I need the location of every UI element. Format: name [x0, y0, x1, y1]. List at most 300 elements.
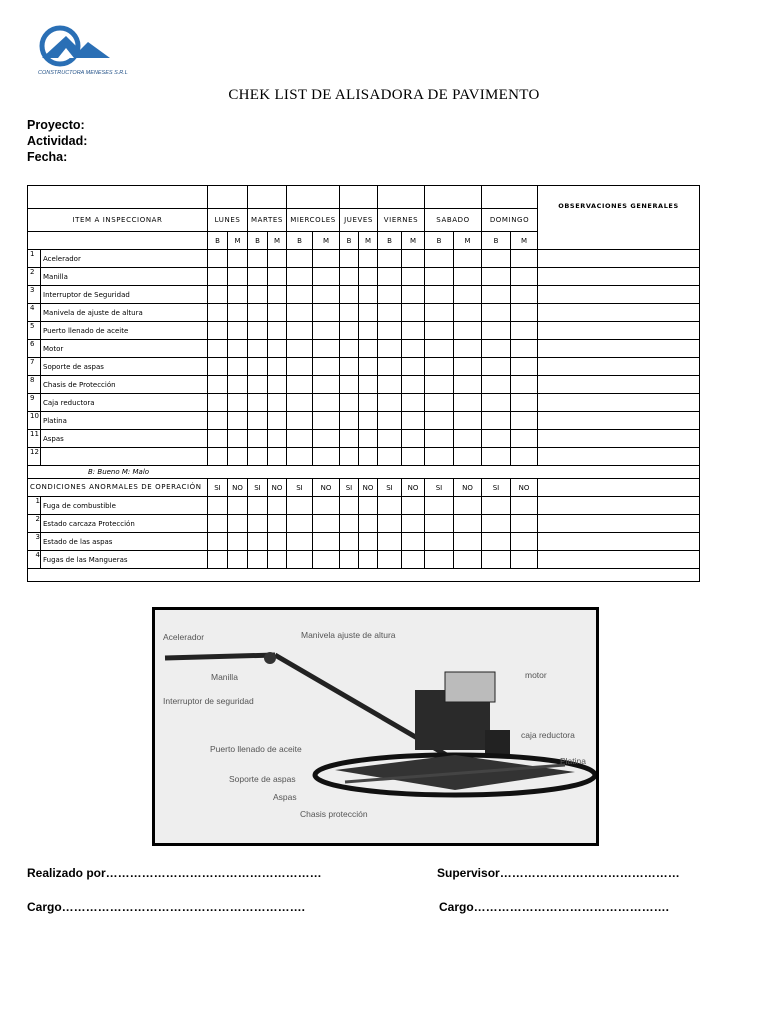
check-cell[interactable]: [454, 551, 482, 569]
check-cell[interactable]: [268, 340, 287, 358]
legend: B: Bueno M: Malo: [28, 466, 700, 479]
check-cell[interactable]: [359, 304, 378, 322]
item-label: Aspas: [41, 430, 208, 448]
observation-cell[interactable]: [538, 250, 700, 268]
check-cell[interactable]: [228, 268, 248, 286]
check-cell[interactable]: [454, 533, 482, 551]
label-platina: Platina: [560, 756, 586, 766]
si-header: SI: [378, 479, 402, 497]
field-proyecto: Proyecto:: [27, 118, 85, 132]
check-cell[interactable]: [208, 322, 228, 340]
item-row: [28, 304, 700, 322]
check-cell[interactable]: [268, 358, 287, 376]
check-cell[interactable]: [313, 551, 340, 569]
check-cell[interactable]: [268, 304, 287, 322]
check-cell[interactable]: [287, 340, 313, 358]
header-top-day: [482, 186, 538, 209]
check-cell[interactable]: [340, 412, 359, 430]
no-header: NO: [228, 479, 248, 497]
check-cell[interactable]: [340, 533, 359, 551]
check-cell[interactable]: [313, 533, 340, 551]
no-header: NO: [313, 479, 340, 497]
check-cell[interactable]: [228, 340, 248, 358]
si-header: SI: [340, 479, 359, 497]
check-cell[interactable]: [228, 430, 248, 448]
check-cell[interactable]: [425, 533, 454, 551]
check-cell[interactable]: [287, 304, 313, 322]
check-cell[interactable]: [287, 497, 313, 515]
check-cell[interactable]: [425, 551, 454, 569]
check-cell[interactable]: [359, 430, 378, 448]
check-cell[interactable]: [378, 515, 402, 533]
check-cell[interactable]: [313, 250, 340, 268]
bm-header-b: B: [378, 232, 402, 250]
day-header: DOMINGO: [482, 209, 538, 232]
check-cell[interactable]: [248, 304, 268, 322]
check-cell[interactable]: [482, 304, 511, 322]
check-cell[interactable]: [208, 340, 228, 358]
check-cell[interactable]: [268, 322, 287, 340]
label-motor: motor: [525, 670, 547, 680]
check-cell[interactable]: [482, 412, 511, 430]
check-cell[interactable]: [454, 430, 482, 448]
legend-row: [28, 466, 700, 479]
check-cell[interactable]: [287, 551, 313, 569]
check-cell[interactable]: [340, 515, 359, 533]
check-cell[interactable]: [248, 286, 268, 304]
observation-cell[interactable]: [538, 448, 700, 466]
observation-cell[interactable]: [538, 497, 700, 515]
check-cell[interactable]: [454, 358, 482, 376]
si-header: SI: [425, 479, 454, 497]
footer-row: [28, 569, 700, 582]
check-cell[interactable]: [208, 376, 228, 394]
check-cell[interactable]: [228, 533, 248, 551]
check-cell[interactable]: [228, 358, 248, 376]
check-cell[interactable]: [359, 497, 378, 515]
check-cell[interactable]: [313, 376, 340, 394]
check-cell[interactable]: [268, 286, 287, 304]
check-cell[interactable]: [359, 394, 378, 412]
check-cell[interactable]: [402, 497, 425, 515]
check-cell[interactable]: [378, 304, 402, 322]
check-cell[interactable]: [425, 268, 454, 286]
item-label: [41, 448, 208, 466]
machine-photo: [152, 607, 599, 846]
cargo-right-line: Cargo………………………………………….: [439, 900, 670, 914]
day-header: MIERCOLES: [287, 209, 340, 232]
check-cell[interactable]: [340, 430, 359, 448]
supervisor-line: Supervisor………………………………………: [437, 866, 680, 880]
check-cell[interactable]: [313, 322, 340, 340]
check-cell[interactable]: [425, 448, 454, 466]
check-cell[interactable]: [359, 551, 378, 569]
check-cell[interactable]: [208, 551, 228, 569]
check-cell[interactable]: [248, 551, 268, 569]
observation-cell[interactable]: [538, 340, 700, 358]
check-cell[interactable]: [402, 304, 425, 322]
check-cell[interactable]: [228, 304, 248, 322]
item-row: [28, 358, 700, 376]
label-caja-reductora: caja reductora: [521, 730, 575, 740]
check-cell[interactable]: [402, 376, 425, 394]
check-cell[interactable]: [248, 515, 268, 533]
check-cell[interactable]: [511, 286, 538, 304]
check-cell[interactable]: [340, 376, 359, 394]
check-cell[interactable]: [287, 268, 313, 286]
check-cell[interactable]: [268, 497, 287, 515]
check-cell[interactable]: [248, 412, 268, 430]
check-cell[interactable]: [313, 340, 340, 358]
check-cell[interactable]: [287, 412, 313, 430]
check-cell[interactable]: [287, 533, 313, 551]
check-cell[interactable]: [359, 268, 378, 286]
check-cell[interactable]: [511, 430, 538, 448]
check-cell[interactable]: [248, 430, 268, 448]
check-cell[interactable]: [511, 304, 538, 322]
check-cell[interactable]: [313, 286, 340, 304]
check-cell[interactable]: [208, 250, 228, 268]
check-cell[interactable]: [425, 412, 454, 430]
check-cell[interactable]: [228, 448, 248, 466]
check-cell[interactable]: [313, 515, 340, 533]
check-cell[interactable]: [268, 250, 287, 268]
checklist-table: [27, 185, 700, 582]
check-cell[interactable]: [340, 286, 359, 304]
check-cell[interactable]: [359, 515, 378, 533]
check-cell[interactable]: [359, 340, 378, 358]
check-cell[interactable]: [402, 250, 425, 268]
check-cell[interactable]: [340, 340, 359, 358]
check-cell[interactable]: [454, 515, 482, 533]
observation-cell[interactable]: [538, 268, 700, 286]
check-cell[interactable]: [208, 286, 228, 304]
check-cell[interactable]: [511, 322, 538, 340]
check-cell[interactable]: [402, 448, 425, 466]
check-cell[interactable]: [402, 551, 425, 569]
check-cell[interactable]: [425, 394, 454, 412]
check-cell[interactable]: [511, 340, 538, 358]
item-row: [28, 322, 700, 340]
company-name: CONSTRUCTORA MENESES S.R.L: [38, 70, 128, 76]
check-cell[interactable]: [482, 376, 511, 394]
check-cell[interactable]: [340, 358, 359, 376]
check-cell[interactable]: [208, 412, 228, 430]
check-cell[interactable]: [482, 268, 511, 286]
check-cell[interactable]: [248, 358, 268, 376]
check-cell[interactable]: [482, 430, 511, 448]
observation-cell[interactable]: [538, 515, 700, 533]
check-cell[interactable]: [378, 394, 402, 412]
check-cell[interactable]: [425, 376, 454, 394]
check-cell[interactable]: [208, 358, 228, 376]
check-cell[interactable]: [340, 268, 359, 286]
observation-cell[interactable]: [538, 358, 700, 376]
check-cell[interactable]: [287, 394, 313, 412]
check-cell[interactable]: [482, 497, 511, 515]
check-cell[interactable]: [454, 394, 482, 412]
observation-cell[interactable]: [538, 430, 700, 448]
check-cell[interactable]: [402, 430, 425, 448]
check-cell[interactable]: [287, 376, 313, 394]
check-cell[interactable]: [402, 394, 425, 412]
observation-cell[interactable]: [538, 286, 700, 304]
item-label: Interruptor de Seguridad: [41, 286, 208, 304]
check-cell[interactable]: [511, 497, 538, 515]
bm-header-m: M: [454, 232, 482, 250]
check-cell[interactable]: [359, 250, 378, 268]
check-cell[interactable]: [378, 340, 402, 358]
day-header: VIERNES: [378, 209, 425, 232]
check-cell[interactable]: [228, 250, 248, 268]
check-cell[interactable]: [402, 515, 425, 533]
check-cell[interactable]: [208, 268, 228, 286]
field-actividad: Actividad:: [27, 134, 88, 148]
check-cell[interactable]: [228, 286, 248, 304]
check-cell[interactable]: [208, 533, 228, 551]
check-cell[interactable]: [425, 497, 454, 515]
bm-header-b: B: [287, 232, 313, 250]
check-cell[interactable]: [378, 322, 402, 340]
item-label: Chasis de Protección: [41, 376, 208, 394]
day-header: SABADO: [425, 209, 482, 232]
check-cell[interactable]: [287, 250, 313, 268]
check-cell[interactable]: [511, 376, 538, 394]
check-cell[interactable]: [454, 448, 482, 466]
label-chasis: Chasis protección: [300, 809, 368, 819]
check-cell[interactable]: [340, 322, 359, 340]
check-cell[interactable]: [511, 412, 538, 430]
check-cell[interactable]: [313, 430, 340, 448]
check-cell[interactable]: [313, 497, 340, 515]
check-cell[interactable]: [359, 533, 378, 551]
check-cell[interactable]: [511, 394, 538, 412]
check-cell[interactable]: [454, 412, 482, 430]
check-cell[interactable]: [378, 551, 402, 569]
observation-cell[interactable]: [538, 412, 700, 430]
check-cell[interactable]: [208, 430, 228, 448]
check-cell[interactable]: [425, 304, 454, 322]
check-cell[interactable]: [228, 551, 248, 569]
check-cell[interactable]: [313, 448, 340, 466]
bm-header-m: M: [359, 232, 378, 250]
check-cell[interactable]: [287, 515, 313, 533]
check-cell[interactable]: [511, 448, 538, 466]
check-cell[interactable]: [340, 394, 359, 412]
observation-cell[interactable]: [538, 551, 700, 569]
check-cell[interactable]: [313, 358, 340, 376]
check-cell[interactable]: [228, 322, 248, 340]
observation-cell[interactable]: [538, 394, 700, 412]
check-cell[interactable]: [378, 268, 402, 286]
check-cell[interactable]: [454, 250, 482, 268]
check-cell[interactable]: [454, 376, 482, 394]
check-cell[interactable]: [378, 448, 402, 466]
check-cell[interactable]: [268, 533, 287, 551]
check-cell[interactable]: [425, 286, 454, 304]
check-cell[interactable]: [378, 430, 402, 448]
check-cell[interactable]: [454, 286, 482, 304]
check-cell[interactable]: [402, 412, 425, 430]
check-cell[interactable]: [268, 376, 287, 394]
header-top-day: [425, 186, 482, 209]
check-cell[interactable]: [340, 551, 359, 569]
check-cell[interactable]: [248, 497, 268, 515]
check-cell[interactable]: [482, 533, 511, 551]
check-cell[interactable]: [482, 515, 511, 533]
check-cell[interactable]: [482, 250, 511, 268]
check-cell[interactable]: [228, 394, 248, 412]
header-top-day: [248, 186, 287, 209]
check-cell[interactable]: [248, 268, 268, 286]
check-cell[interactable]: [511, 268, 538, 286]
check-cell[interactable]: [402, 358, 425, 376]
check-cell[interactable]: [511, 250, 538, 268]
item-number: 3: [28, 286, 41, 304]
check-cell[interactable]: [425, 358, 454, 376]
check-cell[interactable]: [268, 515, 287, 533]
check-cell[interactable]: [359, 358, 378, 376]
check-cell[interactable]: [482, 340, 511, 358]
check-cell[interactable]: [402, 268, 425, 286]
check-cell[interactable]: [287, 448, 313, 466]
check-cell[interactable]: [402, 286, 425, 304]
check-cell[interactable]: [268, 412, 287, 430]
check-cell[interactable]: [268, 448, 287, 466]
check-cell[interactable]: [268, 394, 287, 412]
check-cell[interactable]: [482, 286, 511, 304]
check-cell[interactable]: [378, 286, 402, 304]
check-cell[interactable]: [454, 497, 482, 515]
check-cell[interactable]: [454, 340, 482, 358]
check-cell[interactable]: [454, 268, 482, 286]
check-cell[interactable]: [511, 551, 538, 569]
label-soporte: Soporte de aspas: [229, 774, 296, 784]
check-cell[interactable]: [248, 533, 268, 551]
check-cell[interactable]: [208, 448, 228, 466]
check-cell[interactable]: [208, 304, 228, 322]
item-label: Acelerador: [41, 250, 208, 268]
check-cell[interactable]: [268, 430, 287, 448]
item-label: Manilla: [41, 268, 208, 286]
conditions-obs-header: [538, 479, 700, 497]
check-cell[interactable]: [482, 322, 511, 340]
check-cell[interactable]: [248, 448, 268, 466]
check-cell[interactable]: [378, 250, 402, 268]
item-number: 11: [28, 430, 41, 448]
observation-cell[interactable]: [538, 376, 700, 394]
check-cell[interactable]: [248, 394, 268, 412]
check-cell[interactable]: [511, 533, 538, 551]
check-cell[interactable]: [313, 304, 340, 322]
check-cell[interactable]: [248, 376, 268, 394]
item-number: 9: [28, 394, 41, 412]
check-cell[interactable]: [378, 533, 402, 551]
check-cell[interactable]: [482, 394, 511, 412]
check-cell[interactable]: [511, 358, 538, 376]
check-cell[interactable]: [378, 497, 402, 515]
check-cell[interactable]: [313, 268, 340, 286]
check-cell[interactable]: [378, 358, 402, 376]
document-title: CHEK LIST DE ALISADORA DE PAVIMENTO: [228, 87, 540, 103]
check-cell[interactable]: [511, 515, 538, 533]
check-cell[interactable]: [340, 304, 359, 322]
bm-header-m: M: [268, 232, 287, 250]
check-cell[interactable]: [228, 412, 248, 430]
condition-label: Fugas de las Mangueras: [41, 551, 208, 569]
check-cell[interactable]: [359, 448, 378, 466]
condition-number: 1: [28, 497, 41, 515]
check-cell[interactable]: [402, 340, 425, 358]
check-cell[interactable]: [248, 322, 268, 340]
check-cell[interactable]: [340, 250, 359, 268]
item-label: Motor: [41, 340, 208, 358]
item-row: [28, 448, 700, 466]
check-cell[interactable]: [268, 268, 287, 286]
power-trowel-illustration: [155, 610, 596, 843]
check-cell[interactable]: [454, 304, 482, 322]
check-cell[interactable]: [378, 376, 402, 394]
check-cell[interactable]: [482, 448, 511, 466]
check-cell[interactable]: [425, 250, 454, 268]
check-cell[interactable]: [359, 376, 378, 394]
item-header: ITEM A INSPECCIONAR: [28, 209, 208, 232]
check-cell[interactable]: [340, 448, 359, 466]
item-label: Soporte de aspas: [41, 358, 208, 376]
check-cell[interactable]: [268, 551, 287, 569]
check-cell[interactable]: [287, 322, 313, 340]
check-cell[interactable]: [228, 376, 248, 394]
check-cell[interactable]: [402, 533, 425, 551]
check-cell[interactable]: [482, 551, 511, 569]
check-cell[interactable]: [482, 358, 511, 376]
check-cell[interactable]: [313, 394, 340, 412]
check-cell[interactable]: [378, 412, 402, 430]
check-cell[interactable]: [454, 322, 482, 340]
observation-cell[interactable]: [538, 304, 700, 322]
check-cell[interactable]: [228, 497, 248, 515]
check-cell[interactable]: [208, 394, 228, 412]
check-cell[interactable]: [208, 515, 228, 533]
observation-cell[interactable]: [538, 533, 700, 551]
check-cell[interactable]: [359, 412, 378, 430]
check-cell[interactable]: [208, 497, 228, 515]
check-cell[interactable]: [425, 322, 454, 340]
check-cell[interactable]: [359, 286, 378, 304]
condition-label: Estado carcaza Protección: [41, 515, 208, 533]
check-cell[interactable]: [425, 515, 454, 533]
check-cell[interactable]: [313, 412, 340, 430]
condition-row: [28, 497, 700, 515]
check-cell[interactable]: [248, 250, 268, 268]
bm-header-b: B: [340, 232, 359, 250]
item-label: Puerto llenado de aceite: [41, 322, 208, 340]
check-cell[interactable]: [287, 430, 313, 448]
check-cell[interactable]: [228, 515, 248, 533]
bm-header-b: B: [482, 232, 511, 250]
day-header: JUEVES: [340, 209, 378, 232]
check-cell[interactable]: [287, 286, 313, 304]
check-cell[interactable]: [402, 322, 425, 340]
observation-cell[interactable]: [538, 322, 700, 340]
check-cell[interactable]: [287, 358, 313, 376]
check-cell[interactable]: [359, 322, 378, 340]
check-cell[interactable]: [248, 340, 268, 358]
check-cell[interactable]: [425, 340, 454, 358]
check-cell[interactable]: [425, 430, 454, 448]
check-cell[interactable]: [340, 497, 359, 515]
bm-header-b: B: [425, 232, 454, 250]
